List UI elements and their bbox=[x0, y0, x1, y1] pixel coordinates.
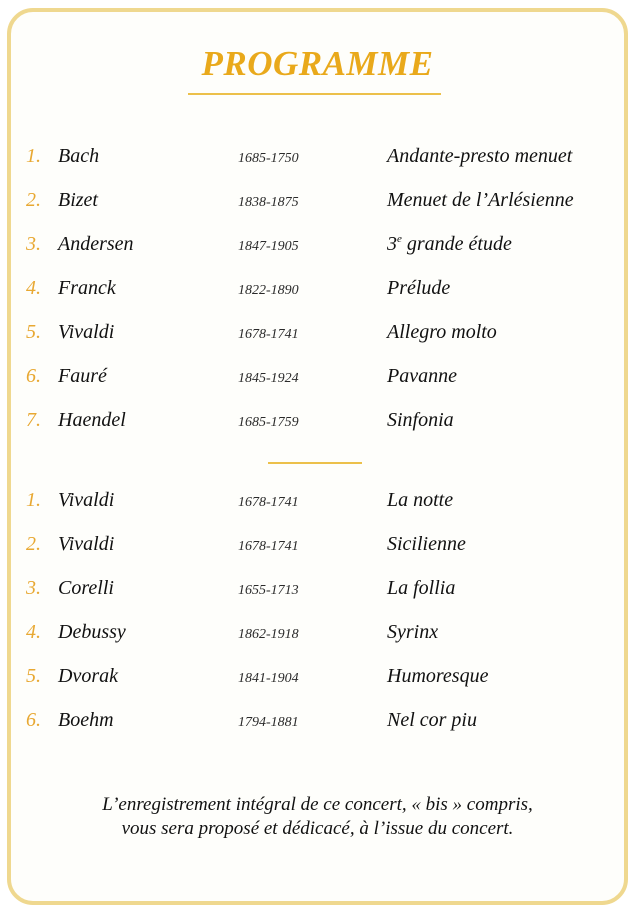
programme-row bbox=[0, 189, 635, 233]
item-number: 3. bbox=[26, 577, 41, 599]
composer-dates: 1794-1881 bbox=[238, 715, 299, 730]
work-title: Sicilienne bbox=[387, 533, 466, 555]
item-number: 1. bbox=[26, 145, 41, 167]
item-number: 5. bbox=[26, 665, 41, 687]
composer-dates: 1862-1918 bbox=[238, 627, 299, 642]
footer-line-2: vous sera proposé et dédicacé, à l’issue du concert. bbox=[121, 818, 514, 839]
composer-name: Dvorak bbox=[58, 665, 118, 687]
item-number: 2. bbox=[26, 189, 41, 211]
composer-name: Vivaldi bbox=[58, 321, 115, 343]
composer-name: Andersen bbox=[58, 233, 134, 255]
composer-dates: 1847-1905 bbox=[238, 239, 299, 254]
composer-dates: 1845-1924 bbox=[238, 371, 299, 386]
programme-row bbox=[0, 233, 635, 277]
composer-name: Haendel bbox=[58, 409, 126, 431]
item-number: 2. bbox=[26, 533, 41, 555]
title-underline bbox=[188, 93, 441, 95]
footer-line-1: L’enregistrement intégral de ce concert, « bis » compris, bbox=[102, 794, 533, 815]
item-number: 4. bbox=[26, 621, 41, 643]
footer-note bbox=[0, 793, 635, 841]
item-number: 1. bbox=[26, 489, 41, 511]
work-title bbox=[387, 233, 512, 256]
item-number: 7. bbox=[26, 409, 41, 431]
composer-name: Bizet bbox=[58, 189, 98, 211]
work-title: Humoresque bbox=[387, 665, 489, 687]
programme-row bbox=[0, 621, 635, 665]
composer-name: Vivaldi bbox=[58, 489, 115, 511]
programme-row bbox=[0, 409, 635, 453]
work-title: Pavanne bbox=[387, 365, 457, 387]
programme-row bbox=[0, 489, 635, 533]
work-title-superscript: e bbox=[397, 233, 402, 245]
item-number: 3. bbox=[26, 233, 41, 255]
composer-dates: 1838-1875 bbox=[238, 195, 299, 210]
work-title: Syrinx bbox=[387, 621, 439, 643]
programme-part-2 bbox=[0, 489, 635, 753]
work-title: Sinfonia bbox=[387, 409, 454, 431]
composer-dates: 1841-1904 bbox=[238, 671, 299, 686]
programme-row bbox=[0, 365, 635, 409]
item-number: 6. bbox=[26, 365, 41, 387]
composer-name: Bach bbox=[58, 145, 100, 167]
composer-dates: 1678-1741 bbox=[238, 327, 299, 342]
programme-row bbox=[0, 533, 635, 577]
programme-row bbox=[0, 577, 635, 621]
programme-part-1 bbox=[0, 145, 635, 453]
composer-name: Corelli bbox=[58, 577, 114, 599]
composer-name: Debussy bbox=[58, 621, 126, 643]
item-number: 5. bbox=[26, 321, 41, 343]
programme-row bbox=[0, 665, 635, 709]
composer-dates: 1655-1713 bbox=[238, 583, 299, 598]
composer-name: Boehm bbox=[58, 709, 114, 731]
work-title: Prélude bbox=[387, 277, 451, 299]
composer-dates: 1685-1759 bbox=[238, 415, 299, 430]
page-title: PROGRAMME bbox=[201, 44, 434, 83]
work-title: Andante-presto menuet bbox=[387, 145, 573, 167]
work-title-prefix: 3 bbox=[387, 233, 397, 255]
work-title: La notte bbox=[387, 489, 454, 511]
work-title: Nel cor piu bbox=[387, 709, 477, 731]
item-number: 4. bbox=[26, 277, 41, 299]
composer-dates: 1822-1890 bbox=[238, 283, 299, 298]
composer-dates: 1678-1741 bbox=[238, 539, 299, 554]
work-title: La follia bbox=[387, 577, 456, 599]
programme-row bbox=[0, 321, 635, 365]
work-title: Menuet de l’Arlésienne bbox=[387, 189, 574, 211]
composer-name: Vivaldi bbox=[58, 533, 115, 555]
programme-card bbox=[7, 8, 628, 905]
item-number: 6. bbox=[26, 709, 41, 731]
programme-row bbox=[0, 145, 635, 189]
programme-row bbox=[0, 277, 635, 321]
programme-row bbox=[0, 709, 635, 753]
composer-name: Franck bbox=[58, 277, 116, 299]
composer-dates: 1678-1741 bbox=[238, 495, 299, 510]
work-title: Allegro molto bbox=[387, 321, 497, 343]
section-divider bbox=[268, 462, 362, 464]
work-title-text: grande étude bbox=[401, 233, 512, 255]
composer-dates: 1685-1750 bbox=[238, 151, 299, 166]
composer-name: Fauré bbox=[58, 365, 107, 387]
